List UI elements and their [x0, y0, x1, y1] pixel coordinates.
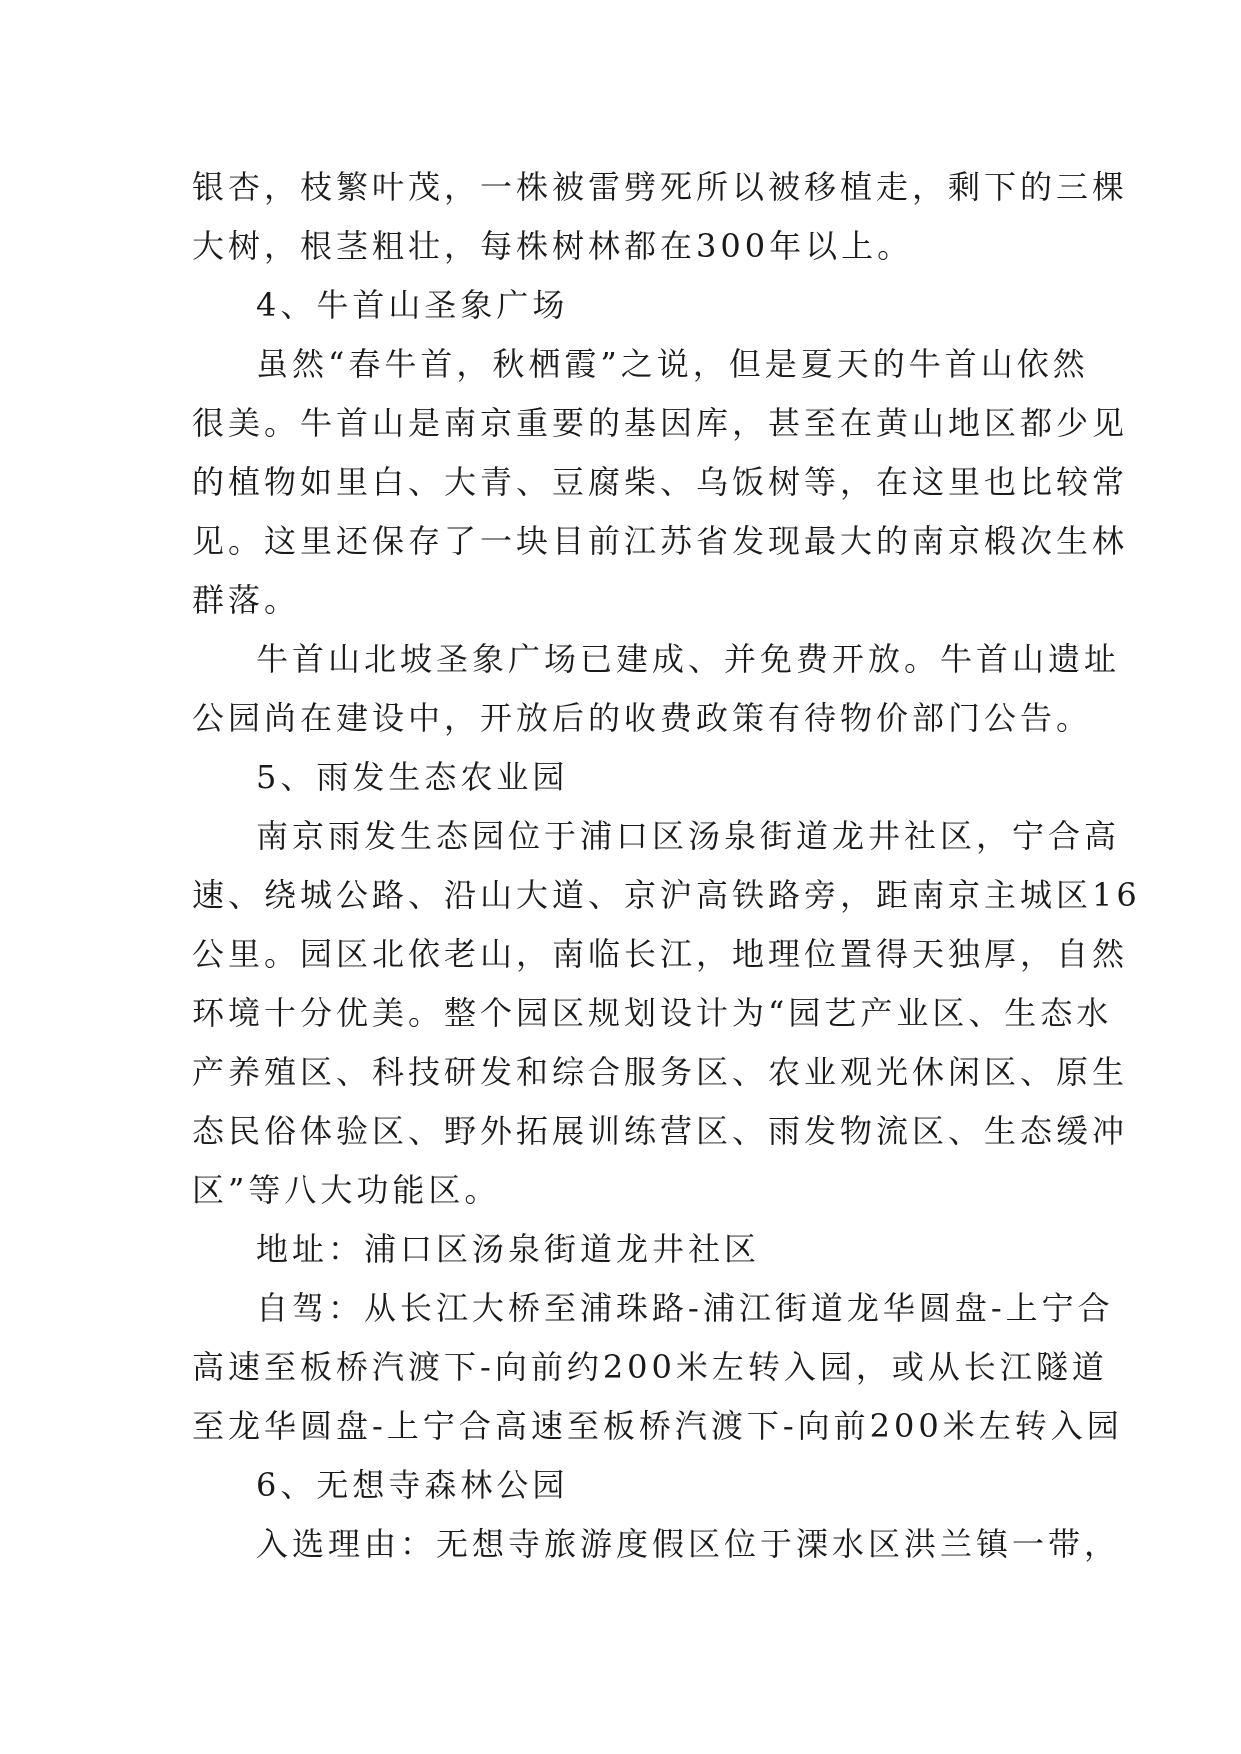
text-line: 速、绕城公路、沿山大道、京沪高铁路旁，距南京主城区16	[192, 876, 1141, 914]
text-line: 公里。园区北依老山，南临长江，地理位置得天独厚，自然	[192, 935, 1129, 973]
text-line: 至龙华圆盘-上宁合高速至板桥汽渡下-向前200米左转入园	[192, 1407, 1123, 1445]
text-line: 高速至板桥汽渡下-向前约200米左转入园，或从长江隧道	[192, 1348, 1108, 1386]
text-line: 群落。	[192, 581, 301, 619]
text-line: 公园尚在建设中，开放后的收费政策有待物价部门公告。	[192, 699, 1093, 737]
text-line: 产养殖区、科技研发和综合服务区、农业观光休闲区、原生	[192, 1053, 1129, 1091]
text-line: 虽然“春牛首，秋栖霞”之说，但是夏天的牛首山依然	[256, 345, 1089, 383]
text-line: 很美。牛首山是南京重要的基因库，甚至在黄山地区都少见	[192, 404, 1129, 442]
text-line: 大树，根茎粗壮，每株树林都在300年以上。	[192, 227, 914, 265]
text-line: 牛首山北坡圣象广场已建成、并免费开放。牛首山遗址	[256, 640, 1121, 678]
address-line: 地址：浦口区汤泉街道龙井社区	[256, 1230, 761, 1268]
text-line: 区”等八大功能区。	[192, 1171, 501, 1209]
text-line: 入选理由：无想寺旅游度假区位于溧水区洪兰镇一带，	[256, 1525, 1121, 1563]
body-text	[192, 158, 1141, 1574]
text-line: 环境十分优美。整个园区规划设计为“园艺产业区、生态水	[192, 994, 1113, 1032]
text-line: 银杏，枝繁叶茂，一株被雷劈死所以被移植走，剩下的三棵	[192, 168, 1129, 206]
section-heading: 6、无想寺森林公园	[256, 1466, 569, 1504]
text-line: 南京雨发生态园位于浦口区汤泉街道龙井社区，宁合高	[256, 817, 1121, 855]
section-heading: 5、雨发生态农业园	[256, 758, 569, 796]
text-line: 的植物如里白、大青、豆腐柴、乌饭树等，在这里也比较常	[192, 463, 1129, 501]
text-line: 态民俗体验区、野外拓展训练营区、雨发物流区、生态缓冲	[192, 1112, 1129, 1150]
directions-line: 自驾：从长江大桥至浦珠路-浦江街道龙华圆盘-上宁合	[256, 1289, 1114, 1327]
section-heading: 4、牛首山圣象广场	[256, 286, 569, 324]
text-line: 见。这里还保存了一块目前江苏省发现最大的南京椴次生林	[192, 522, 1129, 560]
